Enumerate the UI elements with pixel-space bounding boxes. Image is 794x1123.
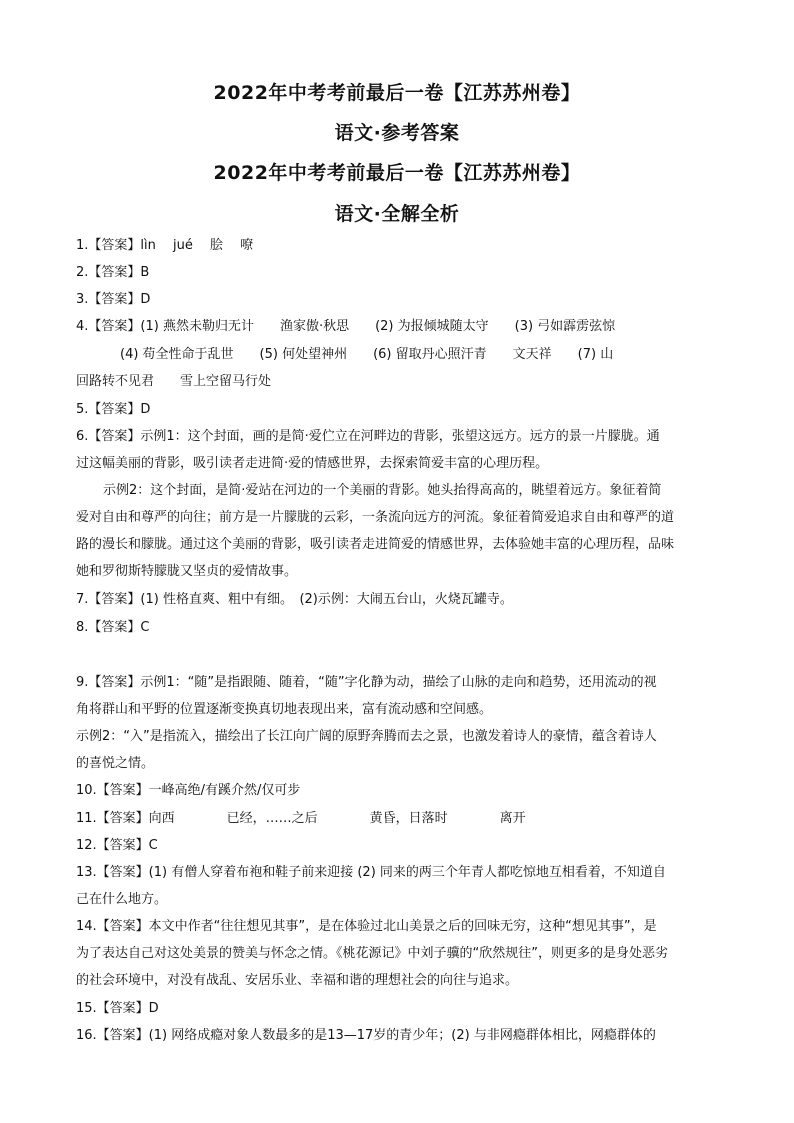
answer-6-line-5: 路的漫长和朦胧。通过这个美丽的背影，吸引读者走进简爱的情感世界，去体验她丰富的心理历程，品味 <box>76 537 675 552</box>
answer-key-subtitle: 语文·参考答案 <box>334 122 460 144</box>
answer-10: 10.【答案】一峰高绝/有蹊介然/仅可步 <box>76 783 301 798</box>
answer-6-line-4: 爱对自由和尊严的向往；前方是一片朦胧的云彩，一条流向远方的河流。象征着简爱追求自由和尊严的道 <box>76 510 675 525</box>
answer-6-line-6: 她和罗彻斯特朦胧又坚贞的爱情故事。 <box>76 564 298 579</box>
exam-title-repeat: 2022年中考考前最后一卷【江苏苏州卷】 <box>213 162 581 184</box>
answer-14-line-3: 的社会环境中，对没有战乱、安居乐业、幸福和谐的理想社会的向往与追求。 <box>76 973 519 988</box>
answer-5: 5.【答案】D <box>76 402 151 417</box>
answer-13-line-2: 己在什么地方。 <box>76 892 168 907</box>
answer-9-line-4: 的喜悦之情。 <box>76 756 155 771</box>
answer-7: 7.【答案】(1) 性格直爽、粗中有细。 (2)示例：大闹五台山，火烧瓦罐寺。 <box>76 592 513 607</box>
answer-6-line-1: 6.【答案】示例1：这个封面，画的是简·爱伫立在河畔边的背影，张望这远方。远方的景一片朦胧。通 <box>76 429 660 444</box>
answer-4-line-3: 回路转不见君 雪上空留马行处 <box>76 374 272 389</box>
answer-4-line-1: 4.【答案】(1) 燕然未勒归无计 渔家傲·秋思 (2) 为报倾城随太守 (3) 弓如霹雳弦惊 <box>76 319 616 334</box>
answer-6-line-2: 过这幅美丽的背影，吸引读者走进简·爱的情感世界，去探索简爱丰富的心理历程。 <box>76 456 549 471</box>
answer-3: 3.【答案】D <box>76 292 151 307</box>
exam-title: 2022年中考考前最后一卷【江苏苏州卷】 <box>213 82 581 104</box>
answer-9-line-1: 9.【答案】示例1：“随”是指跟随、随着，“随”字化静为动，描绘了山脉的走向和趋势，还用流动的视 <box>76 675 657 690</box>
answer-2: 2.【答案】B <box>76 265 150 280</box>
answer-8: 8.【答案】C <box>76 620 150 635</box>
answer-13-line-1: 13.【答案】(1) 有僧人穿着布袍和鞋子前来迎接 (2) 同来的两三个年青人都吃惊地互相看着，不知道自 <box>76 865 666 880</box>
answer-1: 1.【答案】lìn jué 脍 嘹 <box>76 238 254 253</box>
answer-15: 15.【答案】D <box>76 1001 159 1016</box>
answer-16-line-1: 16.【答案】(1) 网络成瘾对象人数最多的是13—17岁的青少年；(2) 与非网瘾群体相比，网瘾群体的 <box>76 1028 656 1043</box>
answer-12: 12.【答案】C <box>76 838 158 853</box>
answer-9-line-2: 角将群山和平野的位置逐渐变换真切地表现出来，富有流动感和空间感。 <box>76 702 493 717</box>
answer-11: 11.【答案】向西 已经，……之后 黄昏，日落时 离开 <box>76 811 526 826</box>
answer-14-line-1: 14.【答案】本文中作者“往往想见其事”，是在体验过北山美景之后的回味无穷，这种“想见其事”，是 <box>76 919 657 934</box>
answer-14-line-2: 为了表达自己对这处美景的赞美与怀念之情。《桃花源记》中刘子骥的“欣然规往”，则更多的是身处恶劣 <box>76 946 668 961</box>
analysis-subtitle: 语文·全解全析 <box>334 203 460 225</box>
answer-4-line-2: (4) 苟全性命于乱世 (5) 何处望神州 (6) 留取丹心照汗青 文天祥 (7) 山 <box>120 347 614 362</box>
answer-6-line-3: 示例2：这个封面，是简·爱站在河边的一个美丽的背影。她头抬得高高的，眺望着远方。象征着简 <box>103 483 662 498</box>
answer-9-line-3: 示例2：“入”是指流入，描绘出了长江向广阔的原野奔腾而去之景，也激发着诗人的豪情，蕴含着诗人 <box>76 729 657 744</box>
